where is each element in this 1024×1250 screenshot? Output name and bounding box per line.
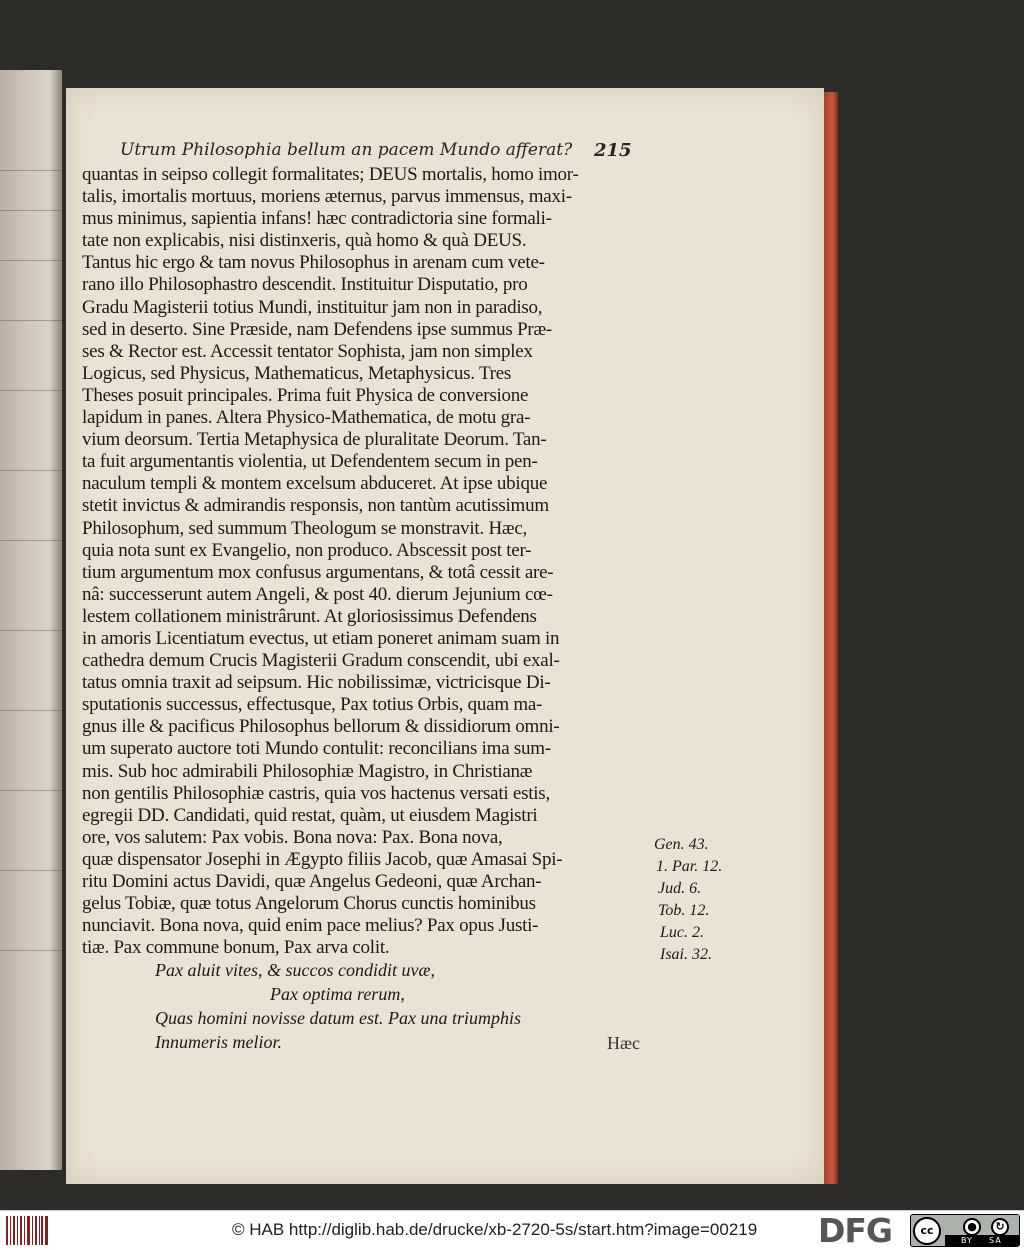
text-line: egregii DD. Candidati, quid restat, quàm, ut eiusdem Magistri <box>82 804 538 826</box>
verse-line: Pax aluit vites, & succos condidit uvæ, <box>155 960 435 980</box>
text-line: in amoris Licentiatum evectus, ut etiam poneret animam suam in <box>82 627 560 649</box>
text-line: lestem collationem ministrârunt. At gloriosissimus Defendens <box>82 605 537 627</box>
text-line: nâ: successerunt autem Angeli, & post 40. dierum Jejunium cœ- <box>82 583 553 605</box>
marginal-note: Gen. 43. <box>654 836 709 853</box>
text-line: naculum templi & montem excelsum abduceret. At ipse ubique <box>82 473 548 495</box>
text-line: tatus omnia traxit ad seipsum. Hic nobilissimæ, victricisque Di- <box>82 672 551 694</box>
text-line: sputationis successus, effectusque, Pax totius Orbis, quam ma- <box>82 694 543 716</box>
sa-label: SA <box>989 1236 1002 1245</box>
page-number: 215 <box>594 140 632 161</box>
text-line: tium argumentum mox confusus argumentans, & totâ cessit are- <box>82 561 554 583</box>
text-line: gnus ille & pacificus Philosophus bellorum & dissidiorum omni- <box>82 716 560 738</box>
text-line: lapidum in panes. Altera Physico-Mathematica, de motu gra- <box>82 407 531 429</box>
text-line: gelus Tobiæ, quæ totus Angelorum Chorus cunctis hominibus <box>82 893 536 915</box>
text-line: quantas in seipso collegit formalitates; DEUS mortalis, homo imor- <box>82 164 579 185</box>
text-line: quæ dispensator Josephi in Ægypto filiis Jacob, quæ Amasai Spi- <box>82 848 563 870</box>
text-line: ses & Rector est. Accessit tentator Sophista, jam non simplex <box>82 340 533 362</box>
text-line: nunciavit. Bona nova, quid enim pace melius? Pax opus Justi- <box>82 915 539 937</box>
by-label: BY <box>961 1236 973 1245</box>
marginal-note: 1. Par. 12. <box>656 858 723 875</box>
marginal-note: Tob. 12. <box>658 902 710 919</box>
text-line: Tantus hic ergo & tam novus Philosophus in arenam cum vete- <box>82 252 545 274</box>
text-line: sed in deserto. Sine Præside, nam Defendens ipse summus Præ- <box>82 318 552 340</box>
text-line: talis, imortalis mortuus, moriens æternus, parvus immensus, maxi- <box>82 186 572 208</box>
previous-page-edge <box>0 70 62 1170</box>
marginal-note: Luc. 2. <box>660 924 704 941</box>
marginal-note: Jud. 6. <box>658 880 702 897</box>
text-line: Logicus, sed Physicus, Mathematicus, Metaphysicus. Tres <box>82 362 512 384</box>
text-line: rano illo Philosophastro descendit. Instituitur Disputatio, pro <box>82 274 528 296</box>
text-line: mus minimus, sapientia infans! hæc contradictoria sine formali- <box>82 208 552 230</box>
hab-barcode-icon <box>6 1216 48 1245</box>
text-line: Philosophum, sed summum Theologum se monstravit. Hæc, <box>82 517 528 539</box>
verse-line: Quas homini novisse datum est. Pax una triumphis <box>155 1008 521 1028</box>
dfg-logo[interactable]: DFG <box>818 1211 893 1250</box>
license-labels <box>945 1235 1019 1246</box>
text-line: stetit invictus & admirandis responsis, non tantùm acutissimum <box>82 495 549 517</box>
attribution-icon: ● <box>963 1218 981 1236</box>
text-line: cathedra demum Crucis Magisterii Gradum conscendit, ubi exal- <box>82 650 560 672</box>
text-line: ore, vos salutem: Pax vobis. Bona nova: Pax. Bona nova, <box>82 826 503 848</box>
catchword: Hæc <box>607 1033 640 1053</box>
marginal-references <box>654 834 764 966</box>
marginal-note: Isai. 32. <box>660 946 712 963</box>
text-line: ta fuit argumentantis violentia, ut Defendentem secum in pen- <box>82 451 538 473</box>
text-line: tate non explicabis, nisi distinxeris, quà homo & quà DEUS. <box>82 230 527 252</box>
text-line: ritu Domini actus Davidi, quæ Angelus Gedeoni, quæ Archan- <box>82 871 542 892</box>
verse-quotation <box>155 958 655 1054</box>
running-head: Utrum Philosophia bellum an pacem Mundo afferat? <box>120 140 573 160</box>
text-line: tiæ. Pax commune bonum, Pax arva colit. <box>82 937 390 959</box>
text-line: non gentilis Philosophiæ castris, quia vos hactenus versati estis, <box>82 782 550 804</box>
verse-line: Pax optima rerum, <box>270 984 405 1004</box>
page-edge-red <box>824 92 838 1184</box>
text-line: mis. Sub hoc admirabili Philosophiæ Magistro, in Christianæ <box>82 760 533 782</box>
text-line: um superato auctore toti Mundo contulit: reconcilians ima sum- <box>82 738 551 760</box>
share-alike-icon: ↻ <box>991 1218 1009 1236</box>
text-line: vium deorsum. Tertia Metaphysica de pluralitate Deorum. Tan- <box>82 429 547 451</box>
text-line: Theses posuit principales. Prima fuit Physica de conversione <box>82 384 529 406</box>
body-text <box>82 164 648 959</box>
footer-bar <box>0 1210 1024 1250</box>
cc-license-badge[interactable] <box>910 1214 1020 1247</box>
text-line: Gradu Magisterii totius Mundi, instituitur jam non in paradiso, <box>82 296 543 318</box>
creative-commons-icon: cc <box>913 1217 941 1245</box>
verse-line: Innumeris melior. <box>155 1032 282 1052</box>
text-line: quia nota sunt ex Evangelio, non produco. Abscessit post ter- <box>82 539 532 561</box>
copyright-link[interactable]: © HAB http://diglib.hab.de/drucke/xb-2720-5s/start.htm?image=00219 <box>232 1220 758 1239</box>
